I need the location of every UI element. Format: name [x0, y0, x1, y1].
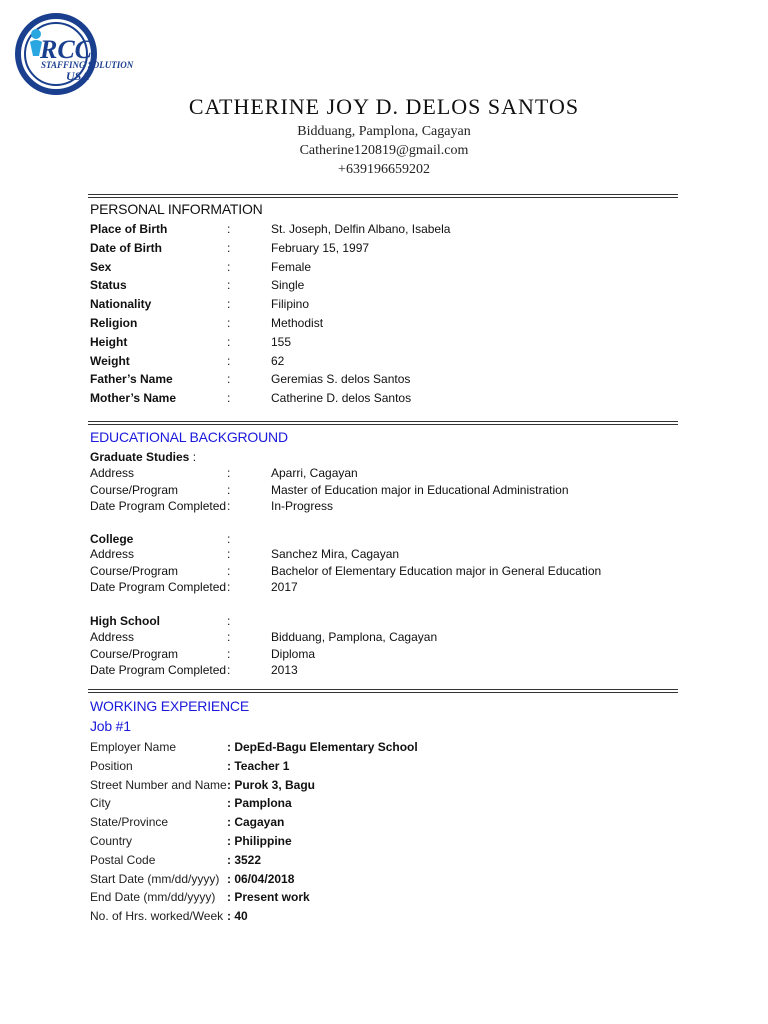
- field-label: Date Program Completed: [90, 663, 227, 677]
- field-value: Single: [271, 278, 305, 293]
- field-label: City: [90, 796, 111, 811]
- field-value: Sanchez Mira, Cagayan: [271, 547, 400, 561]
- field-colon: :: [227, 630, 231, 644]
- personal-row: [90, 333, 690, 351]
- grad-row: [90, 481, 690, 499]
- field-colon: :: [227, 391, 231, 406]
- field-label: Religion: [90, 316, 138, 330]
- field-value: 155: [271, 334, 292, 349]
- field-label: Position: [90, 758, 133, 773]
- field-value: Master of Education major in Educational Administration: [271, 482, 569, 497]
- field-label: Course/Program: [90, 563, 179, 578]
- personal-row: [90, 239, 690, 257]
- field-value: Aparri, Cagayan: [271, 466, 358, 480]
- field-value: : DepEd-Bagu Elementary School: [227, 740, 418, 754]
- field-colon: :: [227, 372, 231, 387]
- field-label: No. of Hrs. worked/Week: [90, 909, 224, 924]
- job-row: [90, 870, 690, 888]
- field-value: : Present work: [227, 890, 310, 905]
- field-label: Place of Birth: [90, 222, 168, 236]
- field-value: February 15, 1997: [271, 240, 370, 255]
- field-value: Diploma: [271, 646, 316, 661]
- graduate-studies-heading: Graduate Studies :: [90, 450, 197, 464]
- candidate-address: Bidduang, Pamplona, Cagayan: [297, 124, 471, 139]
- personal-row: [90, 314, 690, 332]
- field-colon: :: [227, 259, 231, 274]
- field-value: : Pamplona: [227, 796, 292, 811]
- rcc-logo-graphic: [6, 6, 141, 96]
- job-row: [90, 757, 690, 775]
- field-colon: :: [227, 563, 231, 578]
- field-label: Address: [90, 466, 135, 480]
- field-label: Date of Birth: [90, 240, 162, 255]
- field-value: : Purok 3, Bagu: [227, 777, 316, 792]
- job-row: [90, 738, 690, 756]
- field-label: Status: [90, 278, 127, 293]
- field-label: Start Date (mm/dd/yyyy): [90, 871, 220, 886]
- field-colon: :: [227, 482, 231, 497]
- job-number-title: Job #1: [90, 718, 131, 734]
- field-colon: :: [227, 240, 231, 255]
- job-row: [90, 813, 690, 831]
- field-value: Catherine D. delos Santos: [271, 391, 412, 406]
- field-value: Bachelor of Elementary Education major in General Education: [271, 563, 602, 578]
- college-row: [90, 545, 690, 563]
- field-label: Country: [90, 834, 133, 848]
- job-row: [90, 832, 690, 850]
- field-label: Date Program Completed: [90, 580, 227, 594]
- hs-row: [90, 628, 690, 646]
- field-value: Bidduang, Pamplona, Cagayan: [271, 630, 438, 644]
- job-row: [90, 851, 690, 869]
- field-colon: :: [227, 297, 231, 312]
- field-colon: :: [227, 353, 231, 368]
- personal-row: [90, 370, 690, 388]
- hs-row: [90, 645, 690, 663]
- field-value: Female: [271, 259, 312, 274]
- field-label: Address: [90, 630, 135, 644]
- field-label: Course/Program: [90, 646, 179, 661]
- section-divider: [88, 194, 678, 198]
- field-colon: :: [227, 580, 231, 594]
- field-colon: :: [227, 334, 231, 349]
- field-colon: :: [227, 646, 231, 661]
- field-value: : Cagayan: [227, 815, 285, 830]
- field-label: Date Program Completed: [90, 499, 227, 513]
- college-heading: College: [90, 532, 134, 546]
- field-value: 62: [271, 353, 285, 368]
- grad-row: [90, 497, 690, 515]
- personal-info-title: PERSONAL INFORMATION: [90, 201, 263, 217]
- field-label: Street Number and Name: [90, 777, 227, 792]
- field-colon: :: [227, 663, 231, 677]
- field-value: St. Joseph, Delfin Albano, Isabela: [271, 222, 451, 236]
- field-label: State/Province: [90, 815, 169, 830]
- field-colon: :: [227, 222, 231, 236]
- field-label: Height: [90, 334, 128, 349]
- field-label: Sex: [90, 259, 112, 274]
- job-row: [90, 776, 690, 794]
- field-colon: :: [227, 466, 231, 480]
- field-value: : Teacher 1: [227, 758, 290, 773]
- field-label: Nationality: [90, 297, 152, 312]
- svg-text:USA: USA: [66, 69, 90, 83]
- field-label: Course/Program: [90, 482, 179, 497]
- section-divider: [88, 689, 678, 693]
- field-label: Father’s Name: [90, 372, 173, 387]
- field-label: Address: [90, 547, 135, 561]
- field-value: : 06/04/2018: [227, 871, 295, 886]
- field-colon: :: [227, 547, 231, 561]
- high-school-heading: High School: [90, 614, 160, 628]
- personal-row: [90, 220, 690, 238]
- college-row: [90, 578, 690, 596]
- company-logo: [6, 6, 141, 96]
- personal-row: [90, 295, 690, 313]
- field-colon: :: [227, 278, 231, 293]
- field-value: 2013: [271, 663, 298, 677]
- field-value: : Philippine: [227, 834, 292, 848]
- candidate-phone: +639196659202: [338, 162, 430, 177]
- field-label: Weight: [90, 353, 130, 368]
- job-row: [90, 794, 690, 812]
- field-label: End Date (mm/dd/yyyy): [90, 890, 216, 905]
- personal-row: [90, 352, 690, 370]
- field-value: In-Progress: [271, 499, 334, 513]
- field-value: : 40: [227, 909, 248, 924]
- section-divider: [88, 421, 678, 425]
- grad-row: [90, 464, 690, 482]
- field-value: 2017: [271, 580, 298, 594]
- field-value: Methodist: [271, 316, 324, 330]
- field-colon: :: [227, 499, 231, 513]
- field-value: Geremias S. delos Santos: [271, 372, 411, 387]
- hs-row: [90, 661, 690, 679]
- personal-row: [90, 258, 690, 276]
- field-label: Mother’s Name: [90, 391, 177, 406]
- field-label: Employer Name: [90, 740, 177, 754]
- field-value: : 3522: [227, 852, 262, 867]
- logo-brand-text: RCC: [40, 35, 93, 64]
- job-row: [90, 907, 690, 925]
- field-colon: :: [227, 316, 231, 330]
- field-value: Filipino: [271, 297, 310, 312]
- candidate-name: CATHERINE JOY D. DELOS SANTOS: [188, 94, 580, 119]
- college-row: [90, 562, 690, 580]
- svg-text:STAFFING SOLUTION: STAFFING SOLUTION: [41, 60, 134, 70]
- education-title: EDUCATIONAL BACKGROUND: [90, 429, 288, 445]
- personal-row: [90, 276, 690, 294]
- job-row: [90, 888, 690, 906]
- field-label: Postal Code: [90, 852, 156, 867]
- candidate-email: Catherine120819@gmail.com: [299, 143, 469, 158]
- personal-row: [90, 389, 690, 407]
- work-experience-title: WORKING EXPERIENCE: [90, 698, 249, 714]
